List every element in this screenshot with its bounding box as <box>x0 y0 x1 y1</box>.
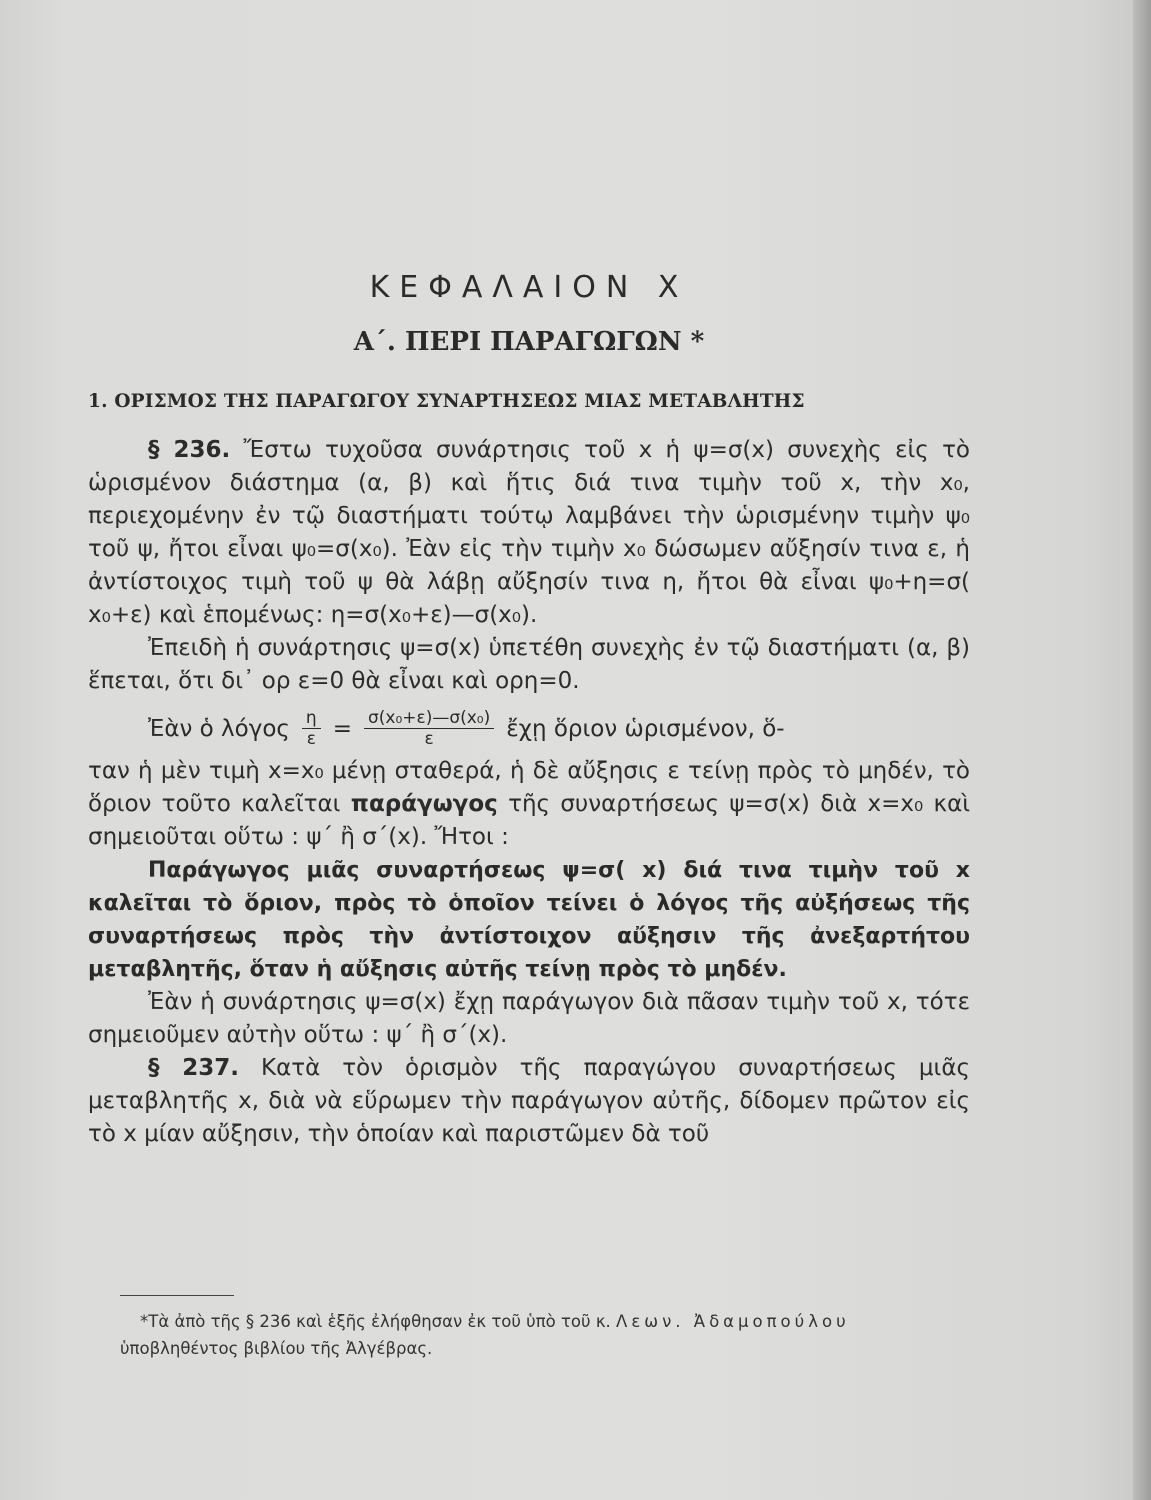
subsection-title: 1. ΟΡΙΣΜΟΣ ΤΗΣ ΠΑΡΑΓΩΓΟΥ ΣΥΝΑΡΤΗΣΕΩΣ ΜΙΑΣ ΜΕΤΑΒΛΗΤΗΣ <box>88 391 805 412</box>
paragraph-237 <box>88 1052 970 1151</box>
page-spine-shadow <box>1133 0 1151 1500</box>
fraction-1-denominator: ε <box>306 729 316 749</box>
paragraph-notation: Ἐὰν ἡ συνάρτησις ψ=σ(x) ἔχῃ παράγωγον διὰ πᾶσαν τιμὴν τοῦ x, τότε σημειοῦμεν αὐτὴν οὕτω : ψ΄ ἢ σ΄(x). <box>88 989 970 1048</box>
footnote-divider <box>120 1295 234 1296</box>
ratio-line <box>88 708 970 749</box>
fraction-difference-quotient <box>364 708 494 749</box>
fraction-1-numerator: η <box>302 708 321 729</box>
footnote-text-before: *Τὰ ἀπὸ τῆς § 236 καὶ ἑξῆς ἐλήφθησαν ἐκ τοῦ ὑπὸ τοῦ κ. <box>140 1312 611 1331</box>
page-content <box>88 270 970 1151</box>
ratio-lead: Ἐὰν ὁ λόγος <box>148 715 290 742</box>
footnote-text-after: ὑποβληθέντος βιβλίου τῆς Ἀλγέβρας. <box>120 1339 433 1358</box>
paragraph-236 <box>88 434 970 632</box>
derivative-definition: Παράγωγος μιᾶς συναρτήσεως ψ=σ( x) διά τινα τιμὴν τοῦ x καλεῖται τὸ ὅριον, πρὸς τὸ ὁποῖον τείνει ὁ λόγος τῆς αὐξήσεως τῆς συναρτήσεως πρὸς τὴν ἀντίστοιχον αὔξησιν τῆς ἀνεξαρτήτου μεταβλητῆς, ὅταν ἡ αὔξησις αὐτῆς τείνῃ πρὸς τὸ μηδέν. <box>88 858 970 982</box>
section-marker-236: § 236. <box>148 437 231 463</box>
footnote <box>120 1308 970 1362</box>
fraction-2-denominator: ε <box>424 729 434 749</box>
paragraph-237-text: Κατὰ τὸν ὁρισμὸν τῆς παραγώγου συναρτήσεως μιᾶς μεταβλητῆς x, διὰ νὰ εὕρωμεν τὴν παράγωγον αὐτῆς, δίδομεν πρῶτον εἰς τὸ x μίαν αὔξησιν, τὴν ὁποίαν καὶ παριστῶμεν δὰ τοῦ <box>88 1055 970 1147</box>
paragraph-limit-text-before: ταν ἡ μὲν τιμὴ x=x₀ μένῃ σταθερά, ἡ δὲ αὔξησις ε τείνῃ πρὸς τὸ μηδέν, τὸ ὅριον τοῦτο καλεῖται <box>88 758 970 817</box>
chapter-title: ΚΕΦΑΛΑΙΟΝ Χ <box>369 270 689 305</box>
equals-sign: = <box>332 715 352 742</box>
section-title: Α΄. ΠΕΡΙ ΠΑΡΑΓΩΓΩΝ * <box>353 327 705 357</box>
ratio-tail: ἔχῃ ὅριον ὡρισμένον, ὅ- <box>506 715 785 742</box>
paragraph-continuity: Ἐπειδὴ ἡ συνάρτησις ψ=σ(x) ὑπετέθη συνεχὴς ἐν τῷ διαστήματι (α, β) ἕπεται, ὅτι δι᾽ ορ ε=0 θὰ εἶναι καὶ ορη=0. <box>88 635 970 694</box>
paragraph-236-text: Ἔστω τυχοῦσα συνάρτησις τοῦ x ἡ ψ=σ(x) συνεχὴς εἰς τὸ ὡρισμένον διάστημα (α, β) καὶ ἥτις διά τινα τιμὴν τοῦ x, τὴν x₀, περιεχομένην ἐν τῷ διαστήματι τούτῳ λαμβάνει τὴν ὡρισμένην τιμὴν ψ₀ τοῦ ψ, ἤτοι εἶναι ψ₀=σ(x₀). Ἐὰν εἰς τὴν τιμὴν x₀ δώσωμεν αὔξησίν τινα ε, ἡ ἀντίστοιχος τιμὴ τοῦ ψ θὰ λάβῃ αὔξησίν τινα η, ἤτοι θὰ εἶναι ψ₀+η=σ( x₀+ε) καὶ ἑπομένως: η=σ(x₀+ε)—σ(x₀). <box>88 437 971 628</box>
paragraph-limit <box>88 755 970 854</box>
footnote-author: Λεων. Ἀδαμοπούλου <box>616 1312 850 1331</box>
section-marker-237: § 237. <box>148 1055 239 1081</box>
fraction-eta-over-epsilon <box>302 708 321 749</box>
fraction-2-numerator: σ(x₀+ε)—σ(x₀) <box>364 708 494 729</box>
derivative-term: παράγωγος <box>350 791 498 817</box>
paragraph-limit-text-after: τῆς συναρτήσεως ψ=σ(x) διὰ x=x₀ καὶ σημειοῦται οὕτω : ψ΄ ἢ σ΄(x). Ἤτοι : <box>88 791 971 850</box>
